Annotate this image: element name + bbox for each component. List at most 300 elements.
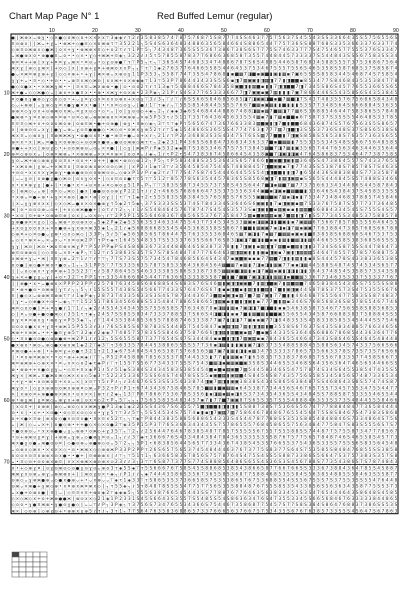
stitch-symbol: 7 bbox=[244, 232, 247, 238]
stitch-symbol: 3 bbox=[339, 182, 342, 187]
stitch-symbol: S bbox=[386, 348, 389, 353]
stitch-symbol: 4 bbox=[192, 287, 195, 292]
stitch-symbol: 3 bbox=[334, 152, 337, 157]
stitch-symbol: ж bbox=[115, 158, 119, 163]
stitch-symbol: 3 bbox=[149, 268, 152, 273]
stitch-symbol: o bbox=[55, 373, 58, 378]
stitch-symbol: 8 bbox=[382, 139, 385, 144]
stitch-symbol: 6 bbox=[309, 145, 312, 150]
stitch-symbol: 4 bbox=[347, 35, 350, 40]
stitch-symbol: ◈ bbox=[162, 139, 166, 144]
stitch-symbol: x bbox=[64, 90, 67, 95]
stitch-symbol: 5 bbox=[197, 47, 200, 52]
stitch-symbol: 5 bbox=[317, 348, 320, 353]
stitch-symbol: ▮ bbox=[291, 257, 294, 262]
stitch-symbol: × bbox=[110, 152, 113, 157]
stitch-symbol: 7 bbox=[210, 213, 213, 218]
stitch-symbol: ▦ bbox=[213, 362, 217, 367]
stitch-symbol: 5 bbox=[115, 275, 118, 280]
stitch-symbol: 7 bbox=[175, 170, 178, 175]
stitch-symbol: o bbox=[94, 170, 97, 175]
stitch-symbol: 7 bbox=[197, 342, 200, 347]
stitch-symbol: τ bbox=[85, 312, 88, 317]
stitch-symbol: 6 bbox=[317, 189, 320, 194]
stitch-symbol: 7 bbox=[266, 35, 269, 40]
stitch-symbol: 5 bbox=[313, 355, 316, 360]
stitch-symbol: 6 bbox=[184, 189, 187, 194]
stitch-symbol: S bbox=[192, 145, 195, 150]
stitch-symbol: 7 bbox=[235, 102, 238, 107]
stitch-symbol: 5 bbox=[390, 133, 393, 138]
stitch-symbol: 4 bbox=[261, 59, 264, 64]
stitch-symbol: 4 bbox=[197, 305, 200, 310]
stitch-symbol: 6 bbox=[149, 318, 152, 323]
stitch-symbol: 8 bbox=[158, 225, 161, 230]
stitch-symbol: ℓ bbox=[170, 115, 173, 120]
stitch-symbol: ◇ bbox=[59, 96, 63, 101]
stitch-symbol: 5 bbox=[352, 158, 355, 163]
stitch-symbol: 3 bbox=[223, 53, 226, 58]
stitch-symbol: ⊕ bbox=[24, 152, 27, 157]
stitch-symbol: ℓ bbox=[166, 109, 169, 114]
stitch-symbol: 6 bbox=[373, 84, 376, 89]
stitch-symbol: 4 bbox=[223, 170, 226, 175]
stitch-symbol: 6 bbox=[382, 244, 385, 249]
stitch-symbol: 5 bbox=[278, 355, 281, 360]
stitch-symbol: S bbox=[244, 35, 247, 40]
stitch-symbol: ⊤ bbox=[72, 299, 76, 304]
stitch-symbol: 3 bbox=[300, 145, 303, 150]
stitch-symbol: o bbox=[59, 47, 62, 52]
stitch-symbol: P bbox=[85, 293, 88, 298]
stitch-symbol: x bbox=[38, 324, 41, 329]
stitch-symbol: S bbox=[330, 342, 333, 347]
stitch-symbol: ▮ bbox=[248, 263, 251, 268]
stitch-symbol: 3 bbox=[291, 355, 294, 360]
stitch-symbol: ⊕ bbox=[42, 164, 45, 169]
stitch-symbol: 6 bbox=[244, 201, 247, 206]
stitch-symbol: ⊤ bbox=[110, 361, 114, 366]
stitch-symbol: 7 bbox=[382, 158, 385, 163]
stitch-symbol: ● bbox=[76, 201, 80, 206]
stitch-symbol: S bbox=[373, 348, 376, 353]
stitch-symbol: 3 bbox=[192, 182, 195, 187]
stitch-symbol: ▣ bbox=[265, 103, 269, 108]
stitch-symbol: 8 bbox=[309, 41, 312, 46]
stitch-symbol: 1 bbox=[94, 287, 97, 292]
stitch-symbol: 8 bbox=[197, 59, 200, 64]
stitch-symbol: 7 bbox=[304, 47, 307, 52]
stitch-symbol: 7 bbox=[192, 170, 195, 175]
stitch-symbol: ◨ bbox=[239, 269, 243, 274]
stitch-symbol: 3 bbox=[377, 268, 380, 273]
stitch-symbol: 7 bbox=[317, 244, 320, 249]
stitch-symbol: 7 bbox=[175, 35, 178, 40]
stitch-symbol: 4 bbox=[201, 102, 204, 107]
stitch-symbol: 6 bbox=[339, 102, 342, 107]
stitch-symbol: ɣ bbox=[33, 182, 36, 187]
stitch-symbol: 5 bbox=[167, 72, 170, 77]
stitch-symbol: 5 bbox=[171, 127, 174, 132]
stitch-symbol: 4 bbox=[347, 324, 350, 329]
stitch-symbol: 7 bbox=[205, 170, 208, 175]
stitch-symbol: ◈ bbox=[166, 84, 170, 89]
stitch-symbol: ⊤ bbox=[106, 262, 110, 267]
stitch-symbol: S bbox=[334, 121, 337, 126]
stitch-symbol: 7 bbox=[266, 336, 269, 341]
stitch-symbol: 3 bbox=[231, 201, 234, 206]
stitch-symbol: + bbox=[80, 139, 83, 144]
stitch-symbol: τ bbox=[141, 189, 144, 194]
stitch-symbol: S bbox=[180, 182, 183, 187]
stitch-symbol: 7 bbox=[330, 145, 333, 150]
stitch-symbol: 3 bbox=[309, 312, 312, 317]
stitch-symbol: ▮ bbox=[296, 208, 299, 213]
stitch-symbol: ◨ bbox=[269, 171, 273, 176]
stitch-symbol: 3 bbox=[339, 342, 342, 347]
stitch-symbol: ɣ bbox=[38, 275, 41, 280]
stitch-symbol: x bbox=[81, 176, 84, 181]
stitch-symbol: 8 bbox=[184, 213, 187, 218]
stitch-symbol: 2 bbox=[98, 281, 101, 286]
stitch-symbol: ǀ bbox=[38, 250, 39, 255]
stitch-symbol: P bbox=[81, 244, 84, 249]
stitch-symbol: 7 bbox=[352, 348, 355, 353]
stitch-symbol: o bbox=[119, 182, 122, 187]
stitch-symbol: 7 bbox=[309, 47, 312, 52]
stitch-symbol: S bbox=[227, 164, 230, 169]
stitch-symbol: 4 bbox=[218, 170, 221, 175]
stitch-symbol: 7 bbox=[395, 293, 398, 298]
stitch-symbol: ⊤ bbox=[140, 47, 144, 52]
stitch-symbol: S bbox=[180, 348, 183, 353]
stitch-symbol: ▦ bbox=[269, 103, 273, 108]
stitch-symbol: S bbox=[373, 72, 376, 77]
stitch-symbol: 4 bbox=[382, 96, 385, 101]
stitch-symbol: ǀ bbox=[103, 78, 104, 83]
row-label: 60 bbox=[4, 398, 10, 404]
stitch-symbol: 6 bbox=[149, 232, 152, 237]
stitch-symbol: 7 bbox=[343, 47, 346, 52]
stitch-symbol: ▪ bbox=[257, 73, 260, 78]
stitch-symbol: 8 bbox=[253, 145, 256, 150]
stitch-symbol: 5 bbox=[72, 268, 75, 273]
stitch-symbol: 2 bbox=[132, 53, 135, 58]
stitch-symbol: S bbox=[253, 361, 256, 366]
stitch-symbol: ¤ bbox=[72, 367, 75, 372]
stitch-symbol: ⊙ bbox=[33, 207, 36, 212]
stitch-symbol: 7 bbox=[149, 312, 152, 317]
stitch-symbol: ◈ bbox=[128, 225, 132, 230]
stitch-symbol: 7 bbox=[386, 78, 389, 83]
stitch-symbol: S bbox=[360, 189, 363, 194]
stitch-symbol: 3 bbox=[352, 195, 355, 200]
stitch-symbol: 5 bbox=[89, 373, 92, 378]
stitch-symbol: ⊙ bbox=[119, 139, 122, 144]
stitch-symbol: S bbox=[145, 367, 148, 372]
stitch-symbol: S bbox=[210, 275, 213, 280]
stitch-symbol: 5 bbox=[270, 348, 273, 353]
stitch-symbol: 4 bbox=[317, 367, 320, 372]
stitch-symbol: 7 bbox=[197, 207, 200, 212]
stitch-symbol: ▦ bbox=[278, 128, 282, 133]
row-label: 50 bbox=[4, 336, 10, 342]
stitch-symbol: 1 bbox=[89, 262, 92, 267]
stitch-symbol: S bbox=[382, 66, 385, 71]
stitch-symbol: 3 bbox=[352, 189, 355, 194]
stitch-symbol: 4 bbox=[390, 145, 393, 150]
stitch-symbol: ж bbox=[20, 35, 24, 40]
stitch-symbol: 7 bbox=[184, 305, 187, 310]
stitch-symbol: 6 bbox=[343, 35, 346, 40]
stitch-symbol: 8 bbox=[240, 59, 243, 64]
stitch-symbol: 4 bbox=[253, 164, 256, 169]
stitch-symbol: τ bbox=[145, 66, 148, 71]
stitch-symbol: ¤ bbox=[20, 312, 23, 317]
stitch-symbol: ⊙ bbox=[76, 238, 79, 243]
stitch-symbol: 4 bbox=[352, 361, 355, 366]
stitch-symbol: 8 bbox=[137, 281, 140, 286]
stitch-symbol: 3 bbox=[201, 318, 204, 323]
stitch-symbol: 8 bbox=[330, 299, 333, 304]
stitch-symbol: ▦ bbox=[295, 159, 299, 164]
stitch-symbol: 4 bbox=[377, 361, 380, 366]
stitch-symbol: ℓ bbox=[145, 152, 148, 157]
stitch-symbol: ¤ bbox=[81, 102, 84, 107]
stitch-symbol: ▪ bbox=[261, 116, 264, 121]
stitch-symbol: 3 bbox=[309, 84, 312, 89]
stitch-symbol: ⊤ bbox=[76, 299, 80, 304]
stitch-symbol: 4 bbox=[175, 59, 178, 64]
stitch-symbol: 3 bbox=[132, 219, 135, 224]
stitch-symbol: ж bbox=[24, 244, 28, 249]
stitch-symbol: ◨ bbox=[256, 269, 260, 274]
stitch-symbol: 7 bbox=[240, 305, 243, 311]
stitch-symbol: ⊗ bbox=[24, 367, 27, 372]
stitch-symbol: S bbox=[395, 35, 398, 40]
stitch-symbol: o bbox=[25, 268, 28, 273]
stitch-symbol: S bbox=[244, 182, 247, 187]
stitch-symbol: ж bbox=[37, 355, 41, 360]
stitch-symbol: 3 bbox=[347, 318, 350, 323]
stitch-symbol: ɣ bbox=[51, 367, 54, 372]
stitch-symbol: ● bbox=[110, 145, 114, 150]
stitch-symbol: 8 bbox=[287, 324, 290, 329]
stitch-symbol: ¤ bbox=[25, 318, 28, 323]
stitch-symbol: ж bbox=[93, 84, 97, 89]
stitch-symbol: × bbox=[93, 201, 96, 206]
stitch-symbol: 8 bbox=[158, 207, 161, 212]
stitch-symbol: ¤ bbox=[20, 121, 23, 126]
stitch-symbol: 7 bbox=[240, 127, 243, 132]
stitch-symbol: + bbox=[72, 355, 75, 360]
stitch-symbol: 6 bbox=[386, 102, 389, 107]
stitch-symbol: + bbox=[16, 275, 19, 280]
stitch-symbol: 3 bbox=[300, 305, 303, 310]
stitch-symbol: 1 bbox=[119, 367, 122, 372]
stitch-symbol: ж bbox=[84, 47, 88, 52]
stitch-symbol: ◇ bbox=[33, 66, 37, 71]
stitch-symbol: 6 bbox=[304, 336, 307, 341]
stitch-symbol: ж bbox=[89, 225, 93, 230]
stitch-symbol: 4 bbox=[326, 53, 329, 58]
stitch-symbol: 2 bbox=[85, 361, 88, 366]
stitch-symbol: 4 bbox=[313, 170, 316, 175]
stitch-symbol: ▪ bbox=[235, 306, 238, 311]
stitch-symbol: ■ bbox=[278, 171, 282, 176]
stitch-symbol: ◇ bbox=[50, 96, 54, 101]
stitch-symbol: 2 bbox=[171, 145, 174, 150]
stitch-symbol: 6 bbox=[119, 348, 122, 353]
stitch-symbol: 1 bbox=[98, 336, 101, 341]
stitch-symbol: 5 bbox=[317, 281, 320, 286]
stitch-symbol: 8 bbox=[162, 232, 165, 237]
stitch-symbol: 8 bbox=[201, 152, 204, 157]
stitch-symbol: 3 bbox=[145, 72, 148, 77]
stitch-symbol: 8 bbox=[369, 238, 372, 243]
stitch-symbol: 6 bbox=[149, 225, 152, 230]
stitch-symbol: ⊗ bbox=[54, 170, 57, 175]
stitch-symbol: ▪ bbox=[300, 233, 303, 238]
stitch-symbol: 3 bbox=[377, 41, 380, 46]
stitch-symbol: ◇ bbox=[123, 145, 127, 150]
stitch-symbol: 6 bbox=[360, 102, 363, 107]
stitch-symbol: + bbox=[140, 133, 143, 138]
stitch-symbol: 3 bbox=[162, 182, 165, 187]
stitch-symbol: × bbox=[50, 361, 53, 366]
stitch-symbol: • bbox=[107, 109, 109, 114]
stitch-symbol: ⊙ bbox=[76, 219, 79, 224]
stitch-symbol: ▣ bbox=[235, 356, 239, 361]
stitch-symbol: 6 bbox=[313, 238, 316, 243]
stitch-symbol: x bbox=[119, 66, 122, 71]
stitch-symbol: 4 bbox=[283, 53, 286, 58]
stitch-symbol: 5 bbox=[132, 262, 135, 267]
stitch-symbol: 5 bbox=[205, 182, 208, 187]
stitch-symbol: 4 bbox=[257, 145, 260, 150]
stitch-symbol: 4 bbox=[231, 127, 234, 132]
stitch-symbol: 7 bbox=[218, 213, 221, 218]
stitch-symbol: 6 bbox=[313, 207, 316, 212]
stitch-symbol: ¤ bbox=[33, 232, 36, 237]
stitch-symbol: 5 bbox=[188, 35, 191, 40]
stitch-symbol: 5 bbox=[261, 367, 264, 372]
stitch-symbol: S bbox=[317, 158, 320, 163]
stitch-symbol: ● bbox=[46, 182, 50, 187]
stitch-symbol: 4 bbox=[124, 268, 127, 273]
stitch-symbol: 8 bbox=[137, 336, 140, 341]
stitch-symbol: + bbox=[119, 78, 122, 83]
stitch-symbol: • bbox=[81, 59, 83, 64]
stitch-symbol: S bbox=[352, 262, 355, 267]
stitch-symbol: x bbox=[12, 182, 15, 187]
stitch-symbol: 3 bbox=[321, 268, 324, 273]
stitch-symbol: ◨ bbox=[243, 91, 247, 96]
stitch-symbol: x bbox=[12, 127, 15, 132]
stitch-symbol: ǀ bbox=[99, 195, 100, 200]
stitch-symbol: 3 bbox=[85, 262, 88, 267]
stitch-symbol: 5 bbox=[149, 72, 152, 77]
stitch-symbol: ▦ bbox=[295, 177, 299, 182]
stitch-symbol: 5 bbox=[283, 324, 286, 329]
stitch-symbol: 7 bbox=[390, 262, 393, 267]
stitch-symbol: 3 bbox=[149, 238, 152, 243]
stitch-symbol: ⊙ bbox=[67, 176, 70, 181]
stitch-symbol: x bbox=[68, 238, 71, 243]
stitch-symbol: ⊙ bbox=[106, 170, 109, 175]
stitch-symbol: 8 bbox=[210, 244, 213, 249]
stitch-symbol: 6 bbox=[210, 238, 213, 243]
stitch-symbol: 1 bbox=[132, 213, 135, 218]
stitch-symbol: 6 bbox=[386, 121, 389, 126]
stitch-symbol: 5 bbox=[369, 53, 372, 58]
stitch-symbol: 4 bbox=[240, 152, 243, 157]
stitch-symbol: 7 bbox=[115, 256, 118, 261]
stitch-symbol: ⊤ bbox=[132, 59, 136, 64]
stitch-symbol: S bbox=[330, 115, 333, 120]
stitch-symbol: 4 bbox=[119, 299, 122, 304]
stitch-symbol: ᴗ bbox=[132, 133, 135, 138]
stitch-symbol: 6 bbox=[343, 330, 346, 335]
stitch-symbol: 7 bbox=[304, 281, 307, 286]
stitch-symbol: 3 bbox=[364, 78, 367, 83]
stitch-symbol: ▮ bbox=[248, 269, 251, 274]
stitch-symbol: ▦ bbox=[230, 362, 234, 367]
stitch-symbol: ▣ bbox=[239, 282, 243, 287]
stitch-symbol: 5 bbox=[201, 367, 204, 372]
stitch-symbol: ⊙ bbox=[119, 176, 122, 181]
stitch-symbol: ▣ bbox=[226, 294, 230, 299]
stitch-symbol: S bbox=[395, 152, 398, 157]
stitch-symbol: ж bbox=[41, 256, 45, 261]
stitch-symbol: ⊕ bbox=[29, 66, 32, 71]
stitch-symbol: ℓ bbox=[63, 305, 66, 310]
stitch-symbol: 7 bbox=[274, 244, 277, 250]
stitch-symbol: 8 bbox=[287, 318, 290, 323]
stitch-symbol: x bbox=[33, 324, 36, 329]
stitch-symbol: 4 bbox=[253, 115, 256, 120]
stitch-symbol: 3 bbox=[343, 53, 346, 58]
stitch-symbol: 7 bbox=[252, 262, 255, 268]
stitch-symbol: ◇ bbox=[12, 189, 16, 194]
stitch-symbol: 2 bbox=[180, 133, 183, 138]
stitch-symbol: 3 bbox=[184, 41, 187, 46]
stitch-symbol: ¤ bbox=[85, 59, 88, 64]
stitch-symbol: ¤ bbox=[85, 41, 88, 46]
stitch-symbol: 7 bbox=[369, 268, 372, 273]
stitch-symbol: ⊙ bbox=[42, 244, 45, 249]
stitch-symbol: 5 bbox=[192, 299, 195, 304]
stitch-symbol: ◨ bbox=[286, 226, 290, 231]
stitch-symbol: 3 bbox=[377, 115, 380, 120]
stitch-symbol: 8 bbox=[317, 299, 320, 304]
stitch-symbol: 4 bbox=[304, 164, 307, 169]
stitch-symbol: ℓ bbox=[145, 53, 148, 58]
stitch-symbol: 5 bbox=[278, 35, 281, 40]
stitch-symbol: 7 bbox=[287, 41, 290, 46]
stitch-symbol: 5 bbox=[291, 336, 294, 341]
stitch-symbol: 3 bbox=[89, 232, 92, 237]
stitch-symbol: 5 bbox=[334, 201, 337, 206]
stitch-symbol: P bbox=[171, 78, 174, 83]
stitch-symbol: 4 bbox=[266, 41, 269, 46]
stitch-symbol: 4 bbox=[390, 96, 393, 101]
stitch-symbol: 4 bbox=[218, 109, 221, 114]
stitch-symbol: ┐ bbox=[153, 121, 156, 126]
stitch-symbol: 5 bbox=[188, 121, 191, 126]
stitch-symbol: 5 bbox=[339, 287, 342, 292]
stitch-symbol: 8 bbox=[149, 355, 152, 360]
